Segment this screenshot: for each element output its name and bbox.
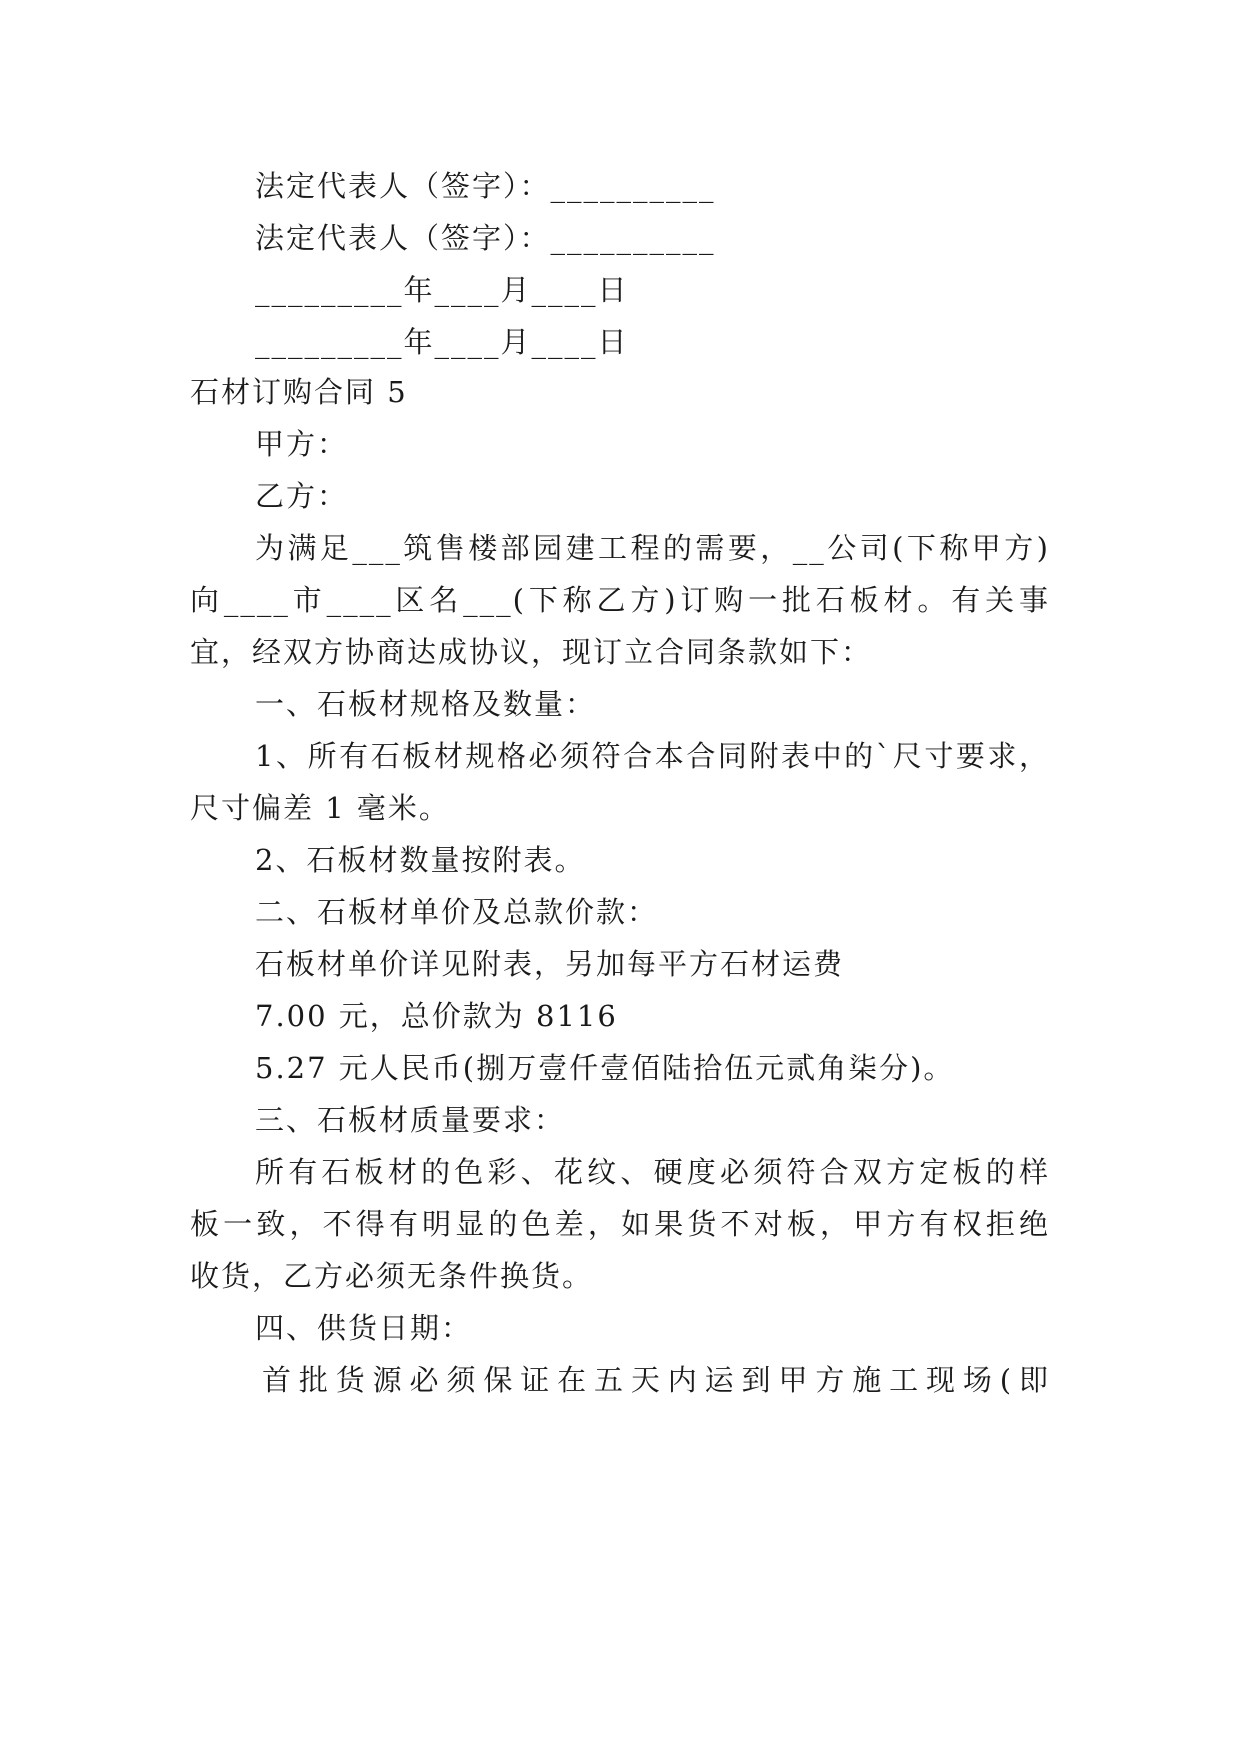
quality-line-3: 收货，乙方必须无条件换货。	[190, 1259, 594, 1293]
section-heading-4: 四、供货日期：	[255, 1311, 473, 1345]
date-line-1: _________年____月____日	[255, 273, 629, 307]
supply-line-1: 首批货源必须保证在五天内运到甲方施工现场(即	[262, 1363, 1050, 1397]
price-line-2: 7.00 元，总价款为 8116	[255, 999, 618, 1033]
quality-line-1: 所有石板材的色彩、花纹、硬度必须符合双方定板的样	[255, 1155, 1050, 1189]
party-b: 乙方：	[255, 479, 349, 513]
clause-1-2: 2、石板材数量按附表。	[255, 843, 586, 877]
contract-title: 石材订购合同 5	[190, 375, 408, 409]
price-line-1: 石板材单价详见附表，另加每平方石材运费	[255, 947, 845, 981]
intro-line-1: 为满足___筑售楼部园建工程的需要，__公司(下称甲方)	[255, 531, 1050, 565]
price-line-3: 5.27 元人民币(捌万壹仟壹佰陆拾伍元贰角柒分)。	[255, 1051, 955, 1085]
date-line-2: _________年____月____日	[255, 325, 629, 359]
intro-line-2: 向____市____区名___(下称乙方)订购一批石板材。有关事	[190, 583, 1050, 617]
section-heading-2: 二、石板材单价及总款价款：	[255, 895, 659, 929]
section-heading-3: 三、石板材质量要求：	[255, 1103, 566, 1137]
clause-1-1-line-2: 尺寸偏差 1 毫米。	[190, 791, 450, 825]
intro-line-3: 宜，经双方协商达成协议，现订立合同条款如下：	[190, 635, 873, 669]
clause-1-1-line-1: 1、所有石板材规格必须符合本合同附表中的`尺寸要求，	[255, 739, 1050, 773]
signature-line-2: 法定代表人（签字）：__________	[255, 221, 716, 255]
section-heading-1: 一、石板材规格及数量：	[255, 687, 597, 721]
party-a: 甲方：	[255, 427, 349, 461]
quality-line-2: 板一致，不得有明显的色差，如果货不对板，甲方有权拒绝	[190, 1207, 1050, 1241]
signature-line-1: 法定代表人（签字）：__________	[255, 169, 716, 203]
